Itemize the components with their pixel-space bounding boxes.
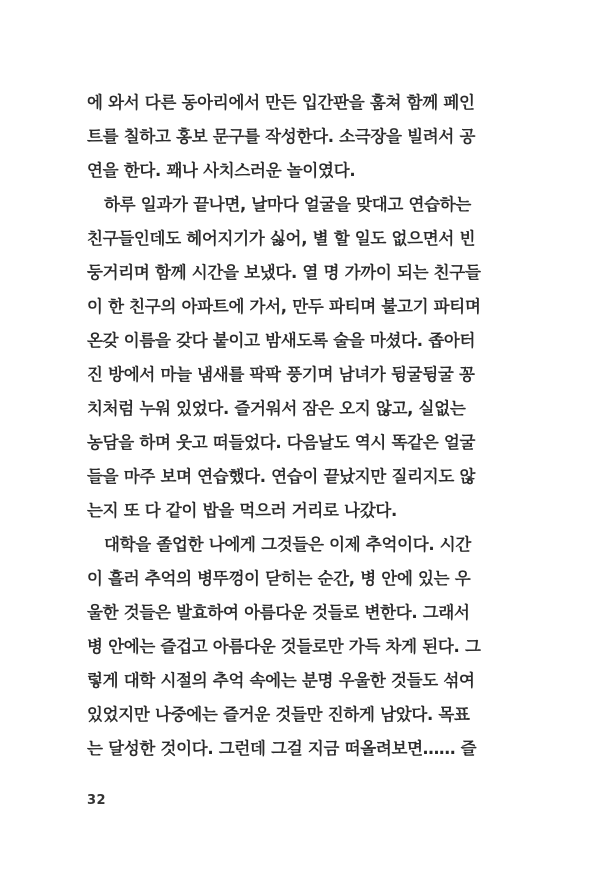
text-line: 치처럼 누워 있었다. 즐거워서 잠은 오지 않고, 실없는 [87,399,466,418]
text-line: 렇게 대학 시절의 추억 속에는 분명 우울한 것들도 섞여 [87,671,475,690]
text-line: 병 안에는 즐겁고 아름다운 것들로만 가득 차게 된다. 그 [87,637,481,656]
text-line: 는 달성한 것이다. 그런데 그걸 지금 떠올려보면…… 즐 [87,739,477,758]
paragraph-start-line: 대학을 졸업한 나에게 그것들은 이제 추억이다. 시간 [104,535,472,554]
page-number: 32 [87,793,107,808]
text-line: 는지 또 다 같이 밥을 먹으러 거리로 나갔다. [87,501,397,520]
text-line: 울한 것들은 발효하여 아름다운 것들로 변한다. 그래서 [87,603,470,622]
text-line: 들을 마주 보며 연습했다. 연습이 끝났지만 질리지도 않 [87,467,476,486]
text-line: 연을 한다. 꽤나 사치스러운 놀이였다. [87,161,356,180]
text-line: 농담을 하며 웃고 떠들었다. 다음날도 역시 똑같은 얼굴 [87,433,476,452]
body-text [87,86,481,766]
text-line: 있었지만 나중에는 즐거운 것들만 진하게 남았다. 목표 [87,705,470,724]
text-line: 친구들인데도 헤어지기가 싫어, 별 할 일도 없으면서 빈 [87,229,476,248]
text-line: 이 한 친구의 아파트에 가서, 만두 파티며 불고기 파티며 [87,297,481,316]
paragraph-start-line: 하루 일과가 끝나면, 날마다 얼굴을 맞대고 연습하는 [104,195,472,214]
text-line: 둥거리며 함께 시간을 보냈다. 열 명 가까이 되는 친구들 [87,263,481,282]
text-line: 에 와서 다른 동아리에서 만든 입간판을 훔쳐 함께 페인 [87,93,475,112]
text-line: 이 흘러 추억의 병뚜껑이 닫히는 순간, 병 안에 있는 우 [87,569,471,588]
text-line: 트를 칠하고 홍보 문구를 작성한다. 소극장을 빌려서 공 [87,127,476,146]
text-line: 진 방에서 마늘 냄새를 팍팍 풍기며 남녀가 뒹굴뒹굴 꽁 [87,365,475,384]
text-line: 온갖 이름을 갖다 붙이고 밤새도록 술을 마셨다. 좁아터 [87,331,476,350]
